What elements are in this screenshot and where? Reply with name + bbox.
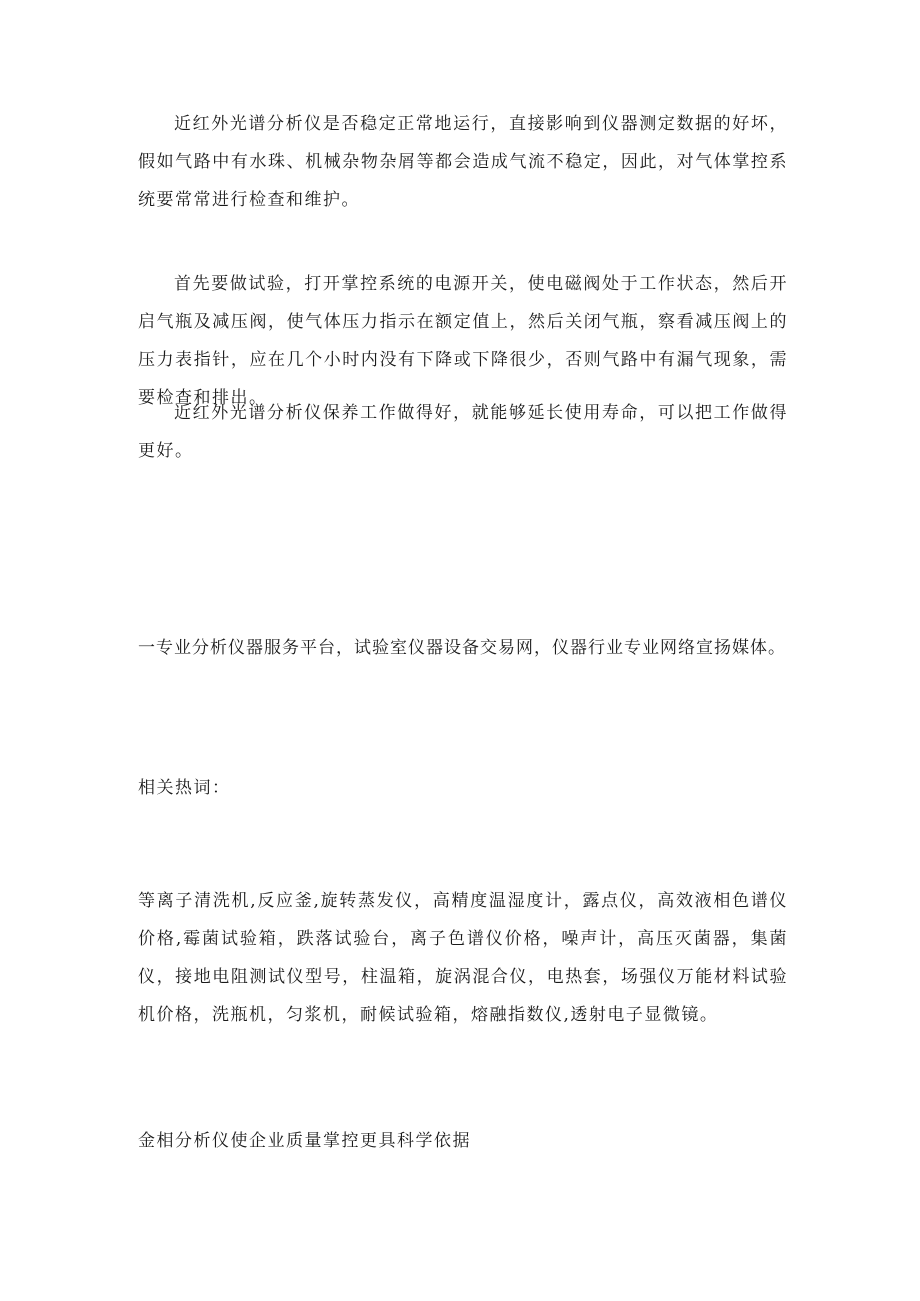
related-article-title[interactable]: 金相分析仪使企业质量掌控更具科学依据: [138, 1131, 471, 1151]
article-paragraph-1: 近红外光谱分析仪是否稳定正常地运行，直接影响到仪器测定数据的好坏，假如气路中有水珠、机械杂物杂屑等都会造成气流不稳定，因此，对气体掌控系统要常常进行检查和维护。: [138, 114, 788, 210]
article-paragraph-2: 首先要做试验，打开掌控系统的电源开关，使电磁阀处于工作状态，然后开启气瓶及减压阀，使气体压力指示在额定值上，然后关闭气瓶，察看减压阀上的压力表指针，应在几个小时内没有下降或下降很少，否则气路中有漏气现象，需要检查和排出。: [138, 274, 788, 408]
hot-words-list[interactable]: 等离子清洗机,反应釜,旋转蒸发仪，高精度温湿度计，露点仪，高效液相色谱仪价格,霉菌试验箱，跌落试验台，离子色谱仪价格，噪声计，高压灭菌器，集菌仪，接地电阻测试仪型号，柱温箱，旋涡混合仪，电热套，场强仪万能材料试验机价格，洗瓶机，匀浆机，耐候试验箱，熔融指数仪,透射电子显微镜。: [138, 891, 788, 1025]
site-tagline: 一专业分析仪器服务平台，试验室仪器设备交易网，仪器行业专业网络宣扬媒体。: [138, 638, 786, 658]
hot-words-label: 相关热词：: [138, 778, 231, 798]
article-paragraph-3: 近红外光谱分析仪保养工作做得好，就能够延长使用寿命，可以把工作做得更好。: [138, 403, 788, 461]
